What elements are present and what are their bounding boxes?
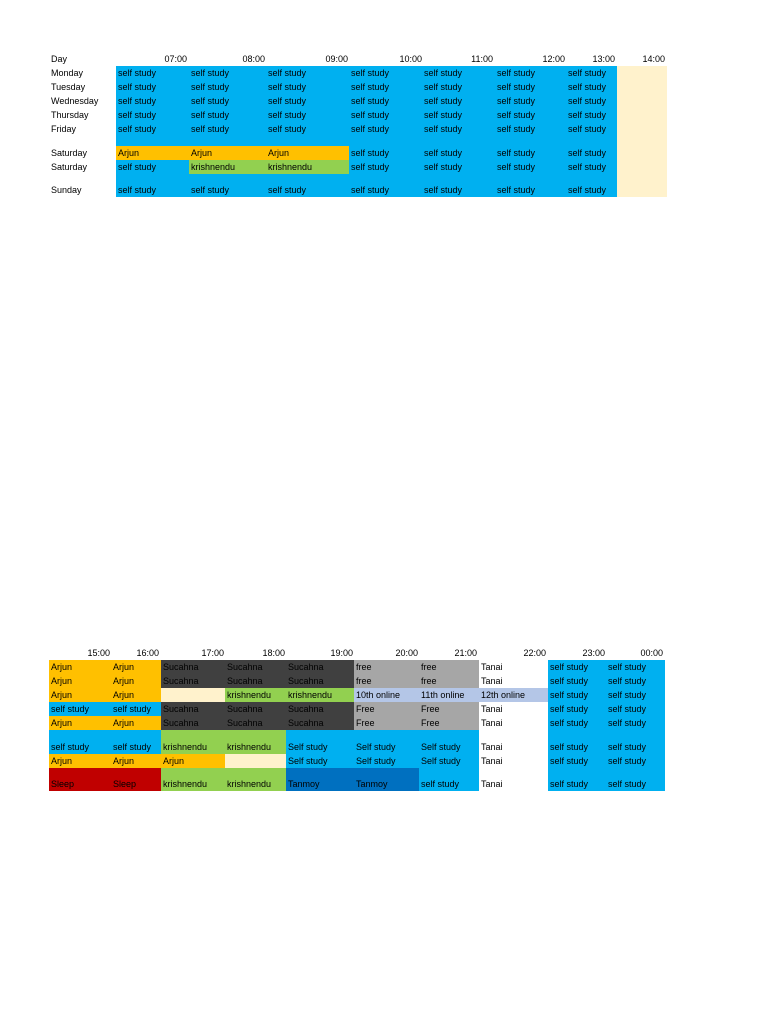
- schedule-cell[interactable]: Sucahna: [161, 674, 225, 688]
- hour-header: 21:00: [454, 648, 477, 658]
- schedule-cell[interactable]: self study: [422, 66, 495, 80]
- schedule-cell[interactable]: Free: [419, 702, 479, 716]
- schedule-cell[interactable]: self study: [548, 740, 606, 754]
- schedule-cell[interactable]: self study: [606, 660, 665, 674]
- spacer-row: [161, 768, 286, 777]
- schedule-cell[interactable]: Sucahna: [161, 716, 225, 730]
- day-label: Sunday: [51, 185, 82, 195]
- schedule-cell[interactable]: Arjun: [49, 674, 111, 688]
- hour-header: 17:00: [201, 648, 224, 658]
- schedule-cell[interactable]: Sucahna: [161, 702, 225, 716]
- schedule-cell[interactable]: self study: [422, 108, 495, 122]
- schedule-cell[interactable]: krishnendu: [189, 160, 266, 174]
- schedule-cell[interactable]: self study: [548, 688, 606, 702]
- schedule-cell[interactable]: self study: [189, 66, 266, 80]
- schedule-cell[interactable]: Sleep: [49, 777, 111, 791]
- schedule-cell[interactable]: Sleep: [111, 777, 161, 791]
- schedule-cell[interactable]: self study: [266, 66, 349, 80]
- schedule-cell[interactable]: Free: [419, 716, 479, 730]
- schedule-cell[interactable]: Self study: [354, 740, 419, 754]
- hour-header: 14:00: [642, 54, 665, 64]
- schedule-cell[interactable]: self study: [189, 108, 266, 122]
- schedule-cell[interactable]: self study: [495, 122, 566, 136]
- schedule-cell[interactable]: self study: [495, 108, 566, 122]
- schedule-cell[interactable]: self study: [566, 80, 617, 94]
- schedule-cell[interactable]: self study: [495, 183, 566, 197]
- schedule-cell[interactable]: Tanai: [481, 662, 503, 672]
- schedule-cell[interactable]: free: [354, 674, 419, 688]
- schedule-cell[interactable]: Tanai: [481, 718, 503, 728]
- schedule-cell[interactable]: Arjun: [49, 716, 111, 730]
- schedule-cell[interactable]: Arjun: [111, 716, 161, 730]
- schedule-cell[interactable]: Free: [354, 716, 419, 730]
- schedule-cell[interactable]: self study: [422, 160, 495, 174]
- schedule-cell[interactable]: self study: [606, 754, 665, 768]
- schedule-cell[interactable]: [161, 688, 225, 702]
- schedule-cell[interactable]: self study: [266, 94, 349, 108]
- schedule-cell[interactable]: self study: [495, 66, 566, 80]
- hour-header: 09:00: [325, 54, 348, 64]
- schedule-cell[interactable]: self study: [548, 754, 606, 768]
- schedule-cell[interactable]: self study: [111, 702, 161, 716]
- hour-header: 10:00: [399, 54, 422, 64]
- schedule-cell[interactable]: Arjun: [49, 660, 111, 674]
- hour-header: 19:00: [330, 648, 353, 658]
- hour-header: 12:00: [542, 54, 565, 64]
- schedule-cell[interactable]: self study: [189, 122, 266, 136]
- schedule-cell[interactable]: Arjun: [111, 688, 161, 702]
- schedule-cell[interactable]: self study: [349, 94, 422, 108]
- schedule-cell[interactable]: self study: [422, 94, 495, 108]
- spacer-row: [548, 730, 665, 740]
- schedule-cell[interactable]: krishnendu: [225, 688, 286, 702]
- schedule-cell[interactable]: self study: [116, 108, 189, 122]
- schedule-cell[interactable]: self study: [266, 122, 349, 136]
- schedule-cell[interactable]: Sucahna: [286, 716, 354, 730]
- schedule-cell[interactable]: self study: [349, 108, 422, 122]
- schedule-cell[interactable]: self study: [566, 122, 617, 136]
- schedule-cell[interactable]: Sucahna: [225, 702, 286, 716]
- spacer-row: [286, 730, 479, 740]
- schedule-cell[interactable]: krishnendu: [161, 777, 225, 791]
- schedule-cell[interactable]: self study: [266, 183, 349, 197]
- schedule-cell[interactable]: Arjun: [111, 674, 161, 688]
- schedule-cell[interactable]: Arjun: [49, 754, 111, 768]
- schedule-cell[interactable]: self study: [422, 183, 495, 197]
- schedule-cell[interactable]: self study: [495, 160, 566, 174]
- spacer-row: [286, 768, 419, 777]
- schedule-cell[interactable]: self study: [422, 80, 495, 94]
- schedule-cell[interactable]: self study: [189, 80, 266, 94]
- schedule-cell[interactable]: Arjun: [116, 146, 189, 160]
- schedule-cell[interactable]: krishnendu: [225, 777, 286, 791]
- hour-header: 18:00: [262, 648, 285, 658]
- schedule-cell[interactable]: Sucahna: [225, 660, 286, 674]
- schedule-cell[interactable]: Self study: [419, 754, 479, 768]
- schedule-cell[interactable]: self study: [606, 716, 665, 730]
- spacer-row: [419, 768, 479, 777]
- schedule-cell[interactable]: Arjun: [266, 146, 349, 160]
- schedule-cell[interactable]: self study: [266, 108, 349, 122]
- schedule-cell[interactable]: self study: [566, 160, 617, 174]
- schedule-cell[interactable]: self study: [349, 183, 422, 197]
- schedule-cell[interactable]: Sucahna: [225, 716, 286, 730]
- schedule-cell[interactable]: self study: [349, 80, 422, 94]
- schedule-cell[interactable]: self study: [566, 183, 617, 197]
- schedule-cell[interactable]: Arjun: [111, 754, 161, 768]
- schedule-cell[interactable]: self study: [266, 80, 349, 94]
- schedule-cell[interactable]: free: [419, 660, 479, 674]
- day-label: Thursday: [51, 110, 89, 120]
- schedule-cell[interactable]: Sucahna: [161, 660, 225, 674]
- schedule-cell[interactable]: Tanai: [481, 779, 503, 789]
- schedule-cell[interactable]: Self study: [286, 740, 354, 754]
- schedule-cell[interactable]: self study: [349, 146, 422, 160]
- schedule-cell[interactable]: self study: [349, 160, 422, 174]
- spacer-row: [548, 768, 665, 777]
- schedule-cell[interactable]: Self study: [419, 740, 479, 754]
- schedule-cell[interactable]: 10th online: [354, 688, 419, 702]
- empty-column: [617, 66, 667, 197]
- hour-header: 23:00: [582, 648, 605, 658]
- schedule-cell[interactable]: self study: [49, 702, 111, 716]
- schedule-cell[interactable]: self study: [566, 94, 617, 108]
- schedule-cell[interactable]: self study: [606, 702, 665, 716]
- spacer-row: [49, 768, 161, 777]
- hour-header: 08:00: [242, 54, 265, 64]
- schedule-cell[interactable]: self study: [495, 80, 566, 94]
- schedule-cell[interactable]: self study: [606, 674, 665, 688]
- schedule-cell[interactable]: self study: [548, 777, 606, 791]
- day-column-header: Day: [51, 54, 68, 64]
- schedule-cell[interactable]: self study: [111, 740, 161, 754]
- schedule-cell[interactable]: Arjun: [49, 688, 111, 702]
- hour-header: 00:00: [640, 648, 663, 658]
- schedule-cell[interactable]: self study: [189, 183, 266, 197]
- schedule-cell[interactable]: Tanai: [481, 756, 503, 766]
- schedule-cell[interactable]: self study: [116, 80, 189, 94]
- schedule-cell[interactable]: Self study: [286, 754, 354, 768]
- schedule-cell[interactable]: free: [419, 674, 479, 688]
- schedule-cell[interactable]: Tanai: [481, 742, 503, 752]
- schedule-cell[interactable]: self study: [349, 66, 422, 80]
- schedule-cell[interactable]: self study: [566, 108, 617, 122]
- schedule-cell[interactable]: Arjun: [111, 660, 161, 674]
- day-label: Wednesday: [51, 96, 99, 106]
- schedule-cell[interactable]: self study: [419, 777, 479, 791]
- schedule-cell[interactable]: self study: [49, 740, 111, 754]
- schedule-cell[interactable]: self study: [422, 146, 495, 160]
- schedule-cell[interactable]: self study: [606, 688, 665, 702]
- schedule-cell[interactable]: Arjun: [161, 754, 225, 768]
- day-label: Saturday: [51, 148, 88, 158]
- schedule-cell[interactable]: self study: [566, 66, 617, 80]
- schedule-cell[interactable]: krishnendu: [286, 688, 354, 702]
- schedule-cell[interactable]: self study: [548, 702, 606, 716]
- schedule-cell[interactable]: Tanmoy: [286, 777, 354, 791]
- schedule-cell[interactable]: free: [354, 660, 419, 674]
- hour-header: 16:00: [136, 648, 159, 658]
- spacer-row: [49, 730, 161, 740]
- hour-header: 07:00: [164, 54, 187, 64]
- schedule-cell[interactable]: krishnendu: [225, 740, 286, 754]
- schedule-cell[interactable]: self study: [606, 740, 665, 754]
- schedule-cell[interactable]: self study: [422, 122, 495, 136]
- schedule-cell[interactable]: Tanmoy: [354, 777, 419, 791]
- schedule-cell[interactable]: self study: [349, 122, 422, 136]
- schedule-cell[interactable]: 11th online: [419, 688, 479, 702]
- spacer-row: [116, 136, 617, 146]
- schedule-cell[interactable]: [225, 754, 286, 768]
- schedule-cell[interactable]: self study: [116, 94, 189, 108]
- schedule-cell[interactable]: Self study: [354, 754, 419, 768]
- schedule-cell[interactable]: Sucahna: [286, 660, 354, 674]
- schedule-cell[interactable]: krishnendu: [161, 740, 225, 754]
- schedule-cell[interactable]: self study: [495, 94, 566, 108]
- schedule-cell[interactable]: self study: [548, 674, 606, 688]
- schedule-cell[interactable]: Tanai: [481, 704, 503, 714]
- schedule-cell[interactable]: self study: [566, 146, 617, 160]
- schedule-cell[interactable]: Arjun: [189, 146, 266, 160]
- schedule-cell[interactable]: self study: [116, 160, 189, 174]
- schedule-cell[interactable]: Sucahna: [286, 674, 354, 688]
- schedule-cell[interactable]: self study: [116, 66, 189, 80]
- hour-header: 22:00: [523, 648, 546, 658]
- schedule-cell[interactable]: Free: [354, 702, 419, 716]
- spacer-row: [161, 730, 286, 740]
- hour-header: 15:00: [87, 648, 110, 658]
- schedule-cell[interactable]: krishnendu: [266, 160, 349, 174]
- schedule-cell[interactable]: self study: [548, 660, 606, 674]
- schedule-cell[interactable]: Sucahna: [286, 702, 354, 716]
- day-label: Monday: [51, 68, 84, 78]
- schedule-cell[interactable]: Sucahna: [225, 674, 286, 688]
- schedule-cell[interactable]: Tanai: [481, 676, 503, 686]
- schedule-cell[interactable]: self study: [495, 146, 566, 160]
- day-label: Friday: [51, 124, 77, 134]
- day-label: Saturday: [51, 162, 88, 172]
- schedule-cell[interactable]: self study: [548, 716, 606, 730]
- day-label: Tuesday: [51, 82, 86, 92]
- schedule-cell[interactable]: self study: [116, 122, 189, 136]
- schedule-cell[interactable]: self study: [606, 777, 665, 791]
- spacer-row: [116, 174, 617, 183]
- hour-header: 11:00: [471, 54, 493, 64]
- schedule-cell[interactable]: self study: [116, 183, 189, 197]
- hour-header: 20:00: [395, 648, 418, 658]
- schedule-cell[interactable]: 12th online: [479, 688, 548, 702]
- hour-header: 13:00: [592, 54, 615, 64]
- schedule-cell[interactable]: self study: [189, 94, 266, 108]
